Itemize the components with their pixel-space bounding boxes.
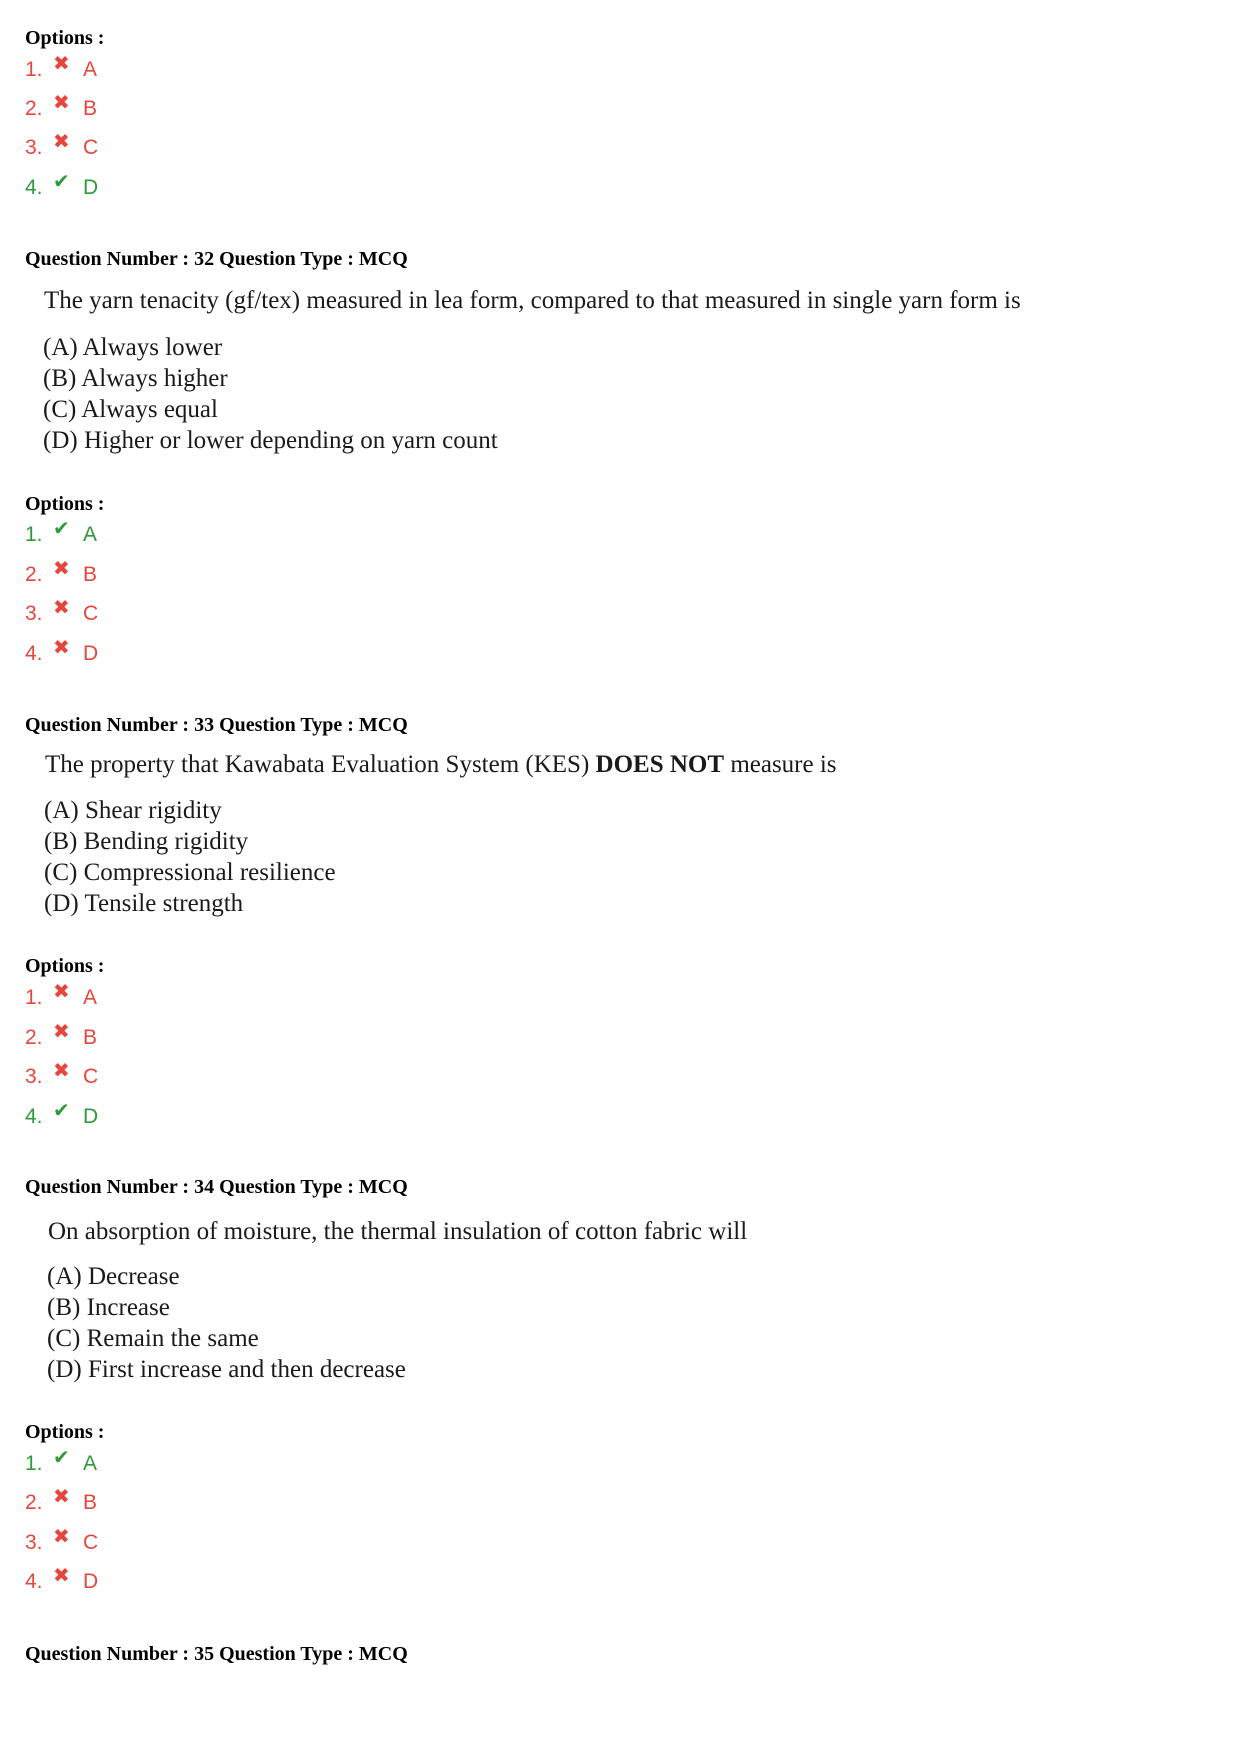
option-2: 2. ✖ B (25, 560, 97, 590)
choice-d: (D) Tensile strength (44, 890, 244, 917)
option-1: 1. ✖ A (25, 983, 97, 1013)
choice-d: (D) First increase and then decrease (47, 1356, 406, 1383)
cross-icon: ✖ (53, 53, 70, 75)
choice-b: (B) Bending rigidity (44, 828, 249, 855)
option-2: 2. ✖ B (25, 94, 97, 124)
option-4: 4. ✖ D (25, 639, 98, 669)
question-header: Question Number : 32 Question Type : MCQ (25, 248, 408, 270)
options-label: Options : (25, 493, 105, 515)
options-label: Options : (25, 1421, 105, 1443)
cross-icon: ✖ (53, 637, 70, 659)
check-icon: ✔ (53, 518, 70, 540)
choice-a: (A) Decrease (47, 1263, 180, 1290)
option-1: 1. ✔ A (25, 1449, 97, 1479)
option-1: 1. ✖ A (25, 55, 97, 85)
cross-icon: ✖ (53, 1060, 70, 1082)
cross-icon: ✖ (53, 1565, 70, 1587)
option-3: 3. ✖ C (25, 599, 98, 629)
option-3: 3. ✖ C (25, 1062, 98, 1092)
question-text: The yarn tenacity (gf/tex) measured in lea form, compared to that measured in single yarn form is (44, 287, 1021, 314)
cross-icon: ✖ (53, 1021, 70, 1043)
option-3: 3. ✖ C (25, 133, 98, 163)
question-text: On absorption of moisture, the thermal insulation of cotton fabric will (48, 1218, 748, 1245)
option-1: 1. ✔ A (25, 520, 97, 550)
cross-icon: ✖ (53, 981, 70, 1003)
option-4: 4. ✖ D (25, 1567, 98, 1597)
choice-c: (C) Always equal (43, 396, 218, 423)
choice-d: (D) Higher or lower depending on yarn count (43, 427, 498, 454)
question-header: Question Number : 33 Question Type : MCQ (25, 714, 408, 736)
check-icon: ✔ (53, 171, 70, 193)
check-icon: ✔ (53, 1100, 70, 1122)
cross-icon: ✖ (53, 558, 70, 580)
cross-icon: ✖ (53, 131, 70, 153)
cross-icon: ✖ (53, 1526, 70, 1548)
choice-a: (A) Shear rigidity (44, 797, 222, 824)
cross-icon: ✖ (53, 92, 70, 114)
question-header: Question Number : 34 Question Type : MCQ (25, 1176, 408, 1198)
choice-c: (C) Remain the same (47, 1325, 259, 1352)
cross-icon: ✖ (53, 597, 70, 619)
choice-a: (A) Always lower (43, 334, 223, 361)
options-label: Options : (25, 27, 105, 49)
options-label: Options : (25, 955, 105, 977)
question-text: The property that Kawabata Evaluation System (KES) DOES NOT measure is (45, 751, 837, 778)
check-icon: ✔ (53, 1447, 70, 1469)
choice-c: (C) Compressional resilience (44, 859, 336, 886)
option-4: 4. ✔ D (25, 1102, 98, 1132)
option-2: 2. ✖ B (25, 1488, 97, 1518)
question-header: Question Number : 35 Question Type : MCQ (25, 1643, 408, 1665)
option-3: 3. ✖ C (25, 1528, 98, 1558)
option-4: 4. ✔ D (25, 173, 98, 203)
choice-b: (B) Always higher (43, 365, 228, 392)
cross-icon: ✖ (53, 1486, 70, 1508)
choice-b: (B) Increase (47, 1294, 170, 1321)
option-2: 2. ✖ B (25, 1023, 97, 1053)
